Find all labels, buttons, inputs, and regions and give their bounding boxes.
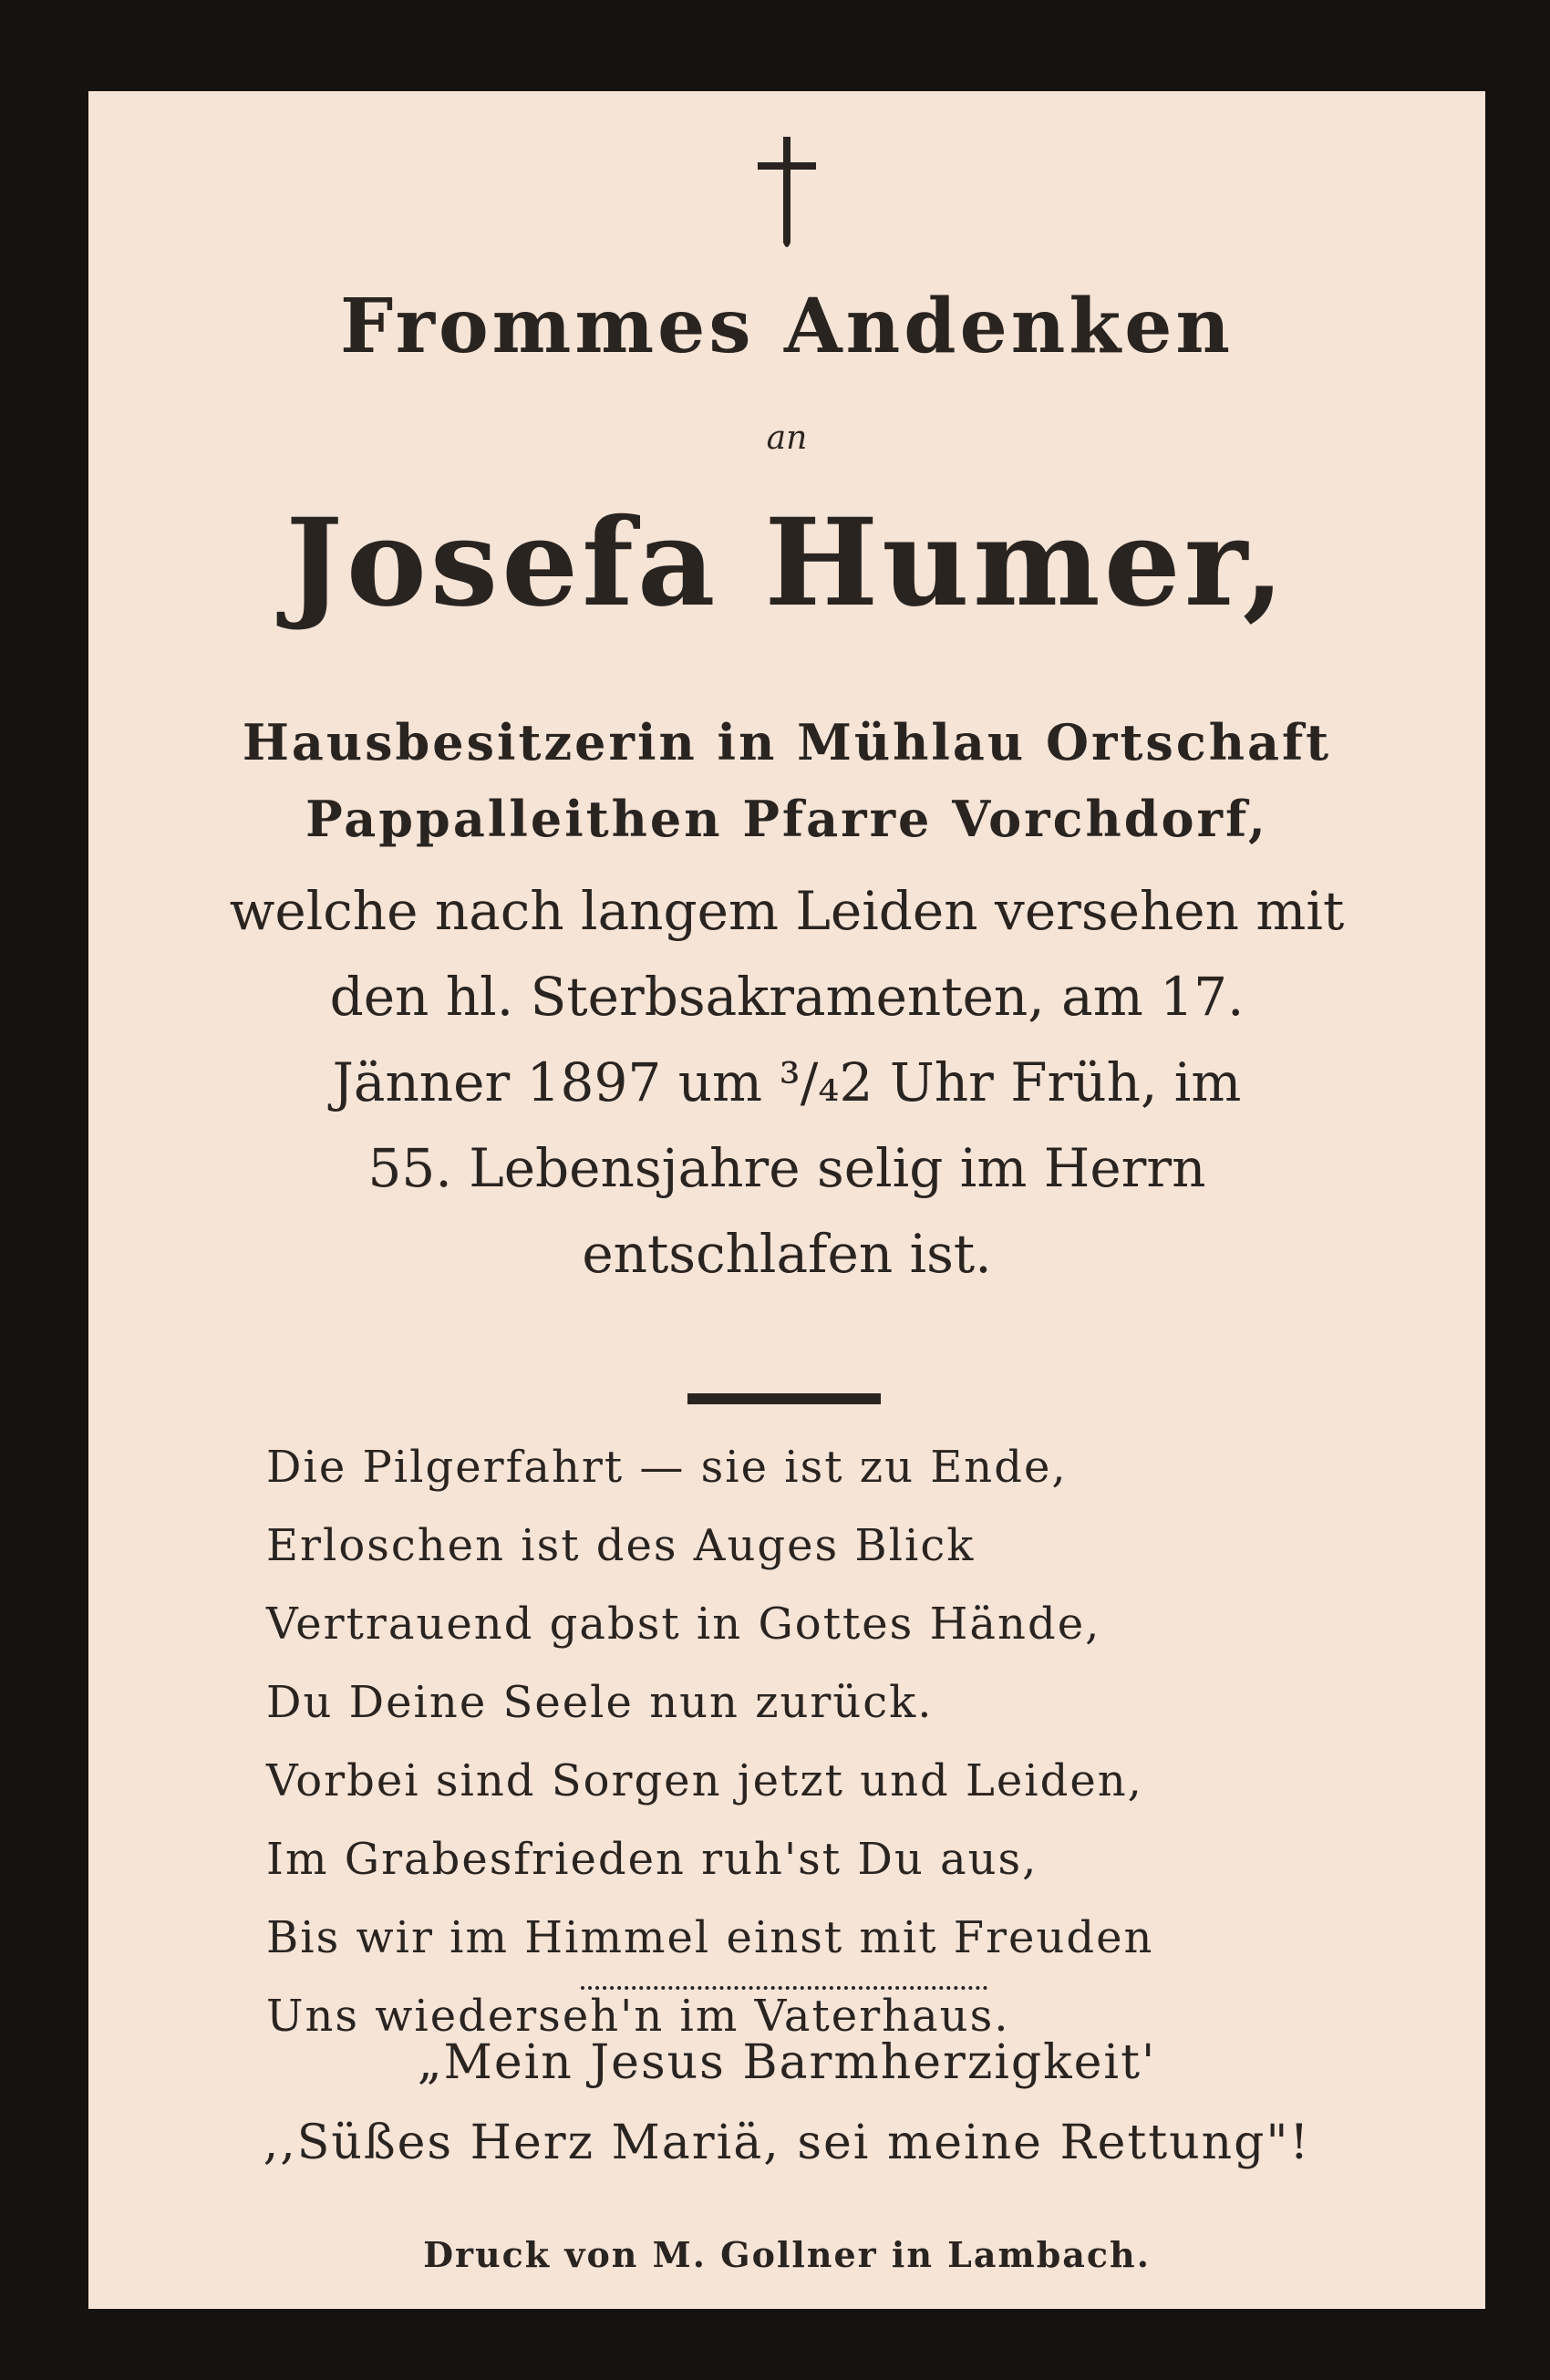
statement-line: Jänner 1897 um ³/₄2 Uhr Früh, im [332, 1051, 1242, 1113]
prayer [161, 2023, 1412, 2183]
poem-line: Vorbei sind Sorgen jetzt und Leiden, [266, 1755, 1143, 1806]
printer-credit: Druck von M. Gollner in Lambach. [423, 2234, 1151, 2275]
statement-line: welche nach langem Leiden versehen mit [229, 880, 1345, 942]
occupation-block [198, 704, 1376, 857]
statement-line: 55. Lebensjahre selig im Herrn [367, 1137, 1206, 1199]
cross-icon [88, 135, 1485, 254]
poem-line: Erloschen ist des Auges Blick [266, 1520, 976, 1571]
statement-line: entschlafen ist. [582, 1223, 992, 1285]
poem [266, 1428, 1376, 2055]
poem-line: Du Deine Seele nun zurück. [266, 1677, 934, 1728]
death-statement [180, 868, 1394, 1297]
divider-rule [687, 1393, 881, 1404]
poem-line: Uns wiederseh'n im Vaterhaus. [266, 1991, 1010, 2042]
poem-line: Bis wir im Himmel einst mit Freuden [266, 1912, 1154, 1963]
prayer-line: „Mein Jesus Barmherzigkeit' [417, 2035, 1157, 2090]
prayer-line: ,,Süßes Herz Mariä, sei meine Rettung"! [263, 2116, 1311, 2170]
poem-line: Vertrauend gabst in Gottes Hände, [266, 1599, 1101, 1650]
statement-line: den hl. Sterbsakramenten, am 17. [329, 966, 1245, 1028]
deceased-name: Josefa Humer, [285, 492, 1288, 634]
poem-line: Im Grabesfrieden ruh'st Du aus, [266, 1834, 1038, 1885]
card-title: Frommes Andenken [339, 283, 1235, 370]
poem-line: Die Pilgerfahrt — sie ist zu Ende, [266, 1442, 1068, 1493]
dotted-separator [581, 1986, 987, 1993]
preposition: an [766, 419, 808, 457]
occupation-line: Pappalleithen Pfarre Vorchdorf, [305, 790, 1268, 848]
occupation-line: Hausbesitzerin in Mühlau Ortschaft [242, 713, 1332, 771]
memorial-card [88, 91, 1485, 2309]
